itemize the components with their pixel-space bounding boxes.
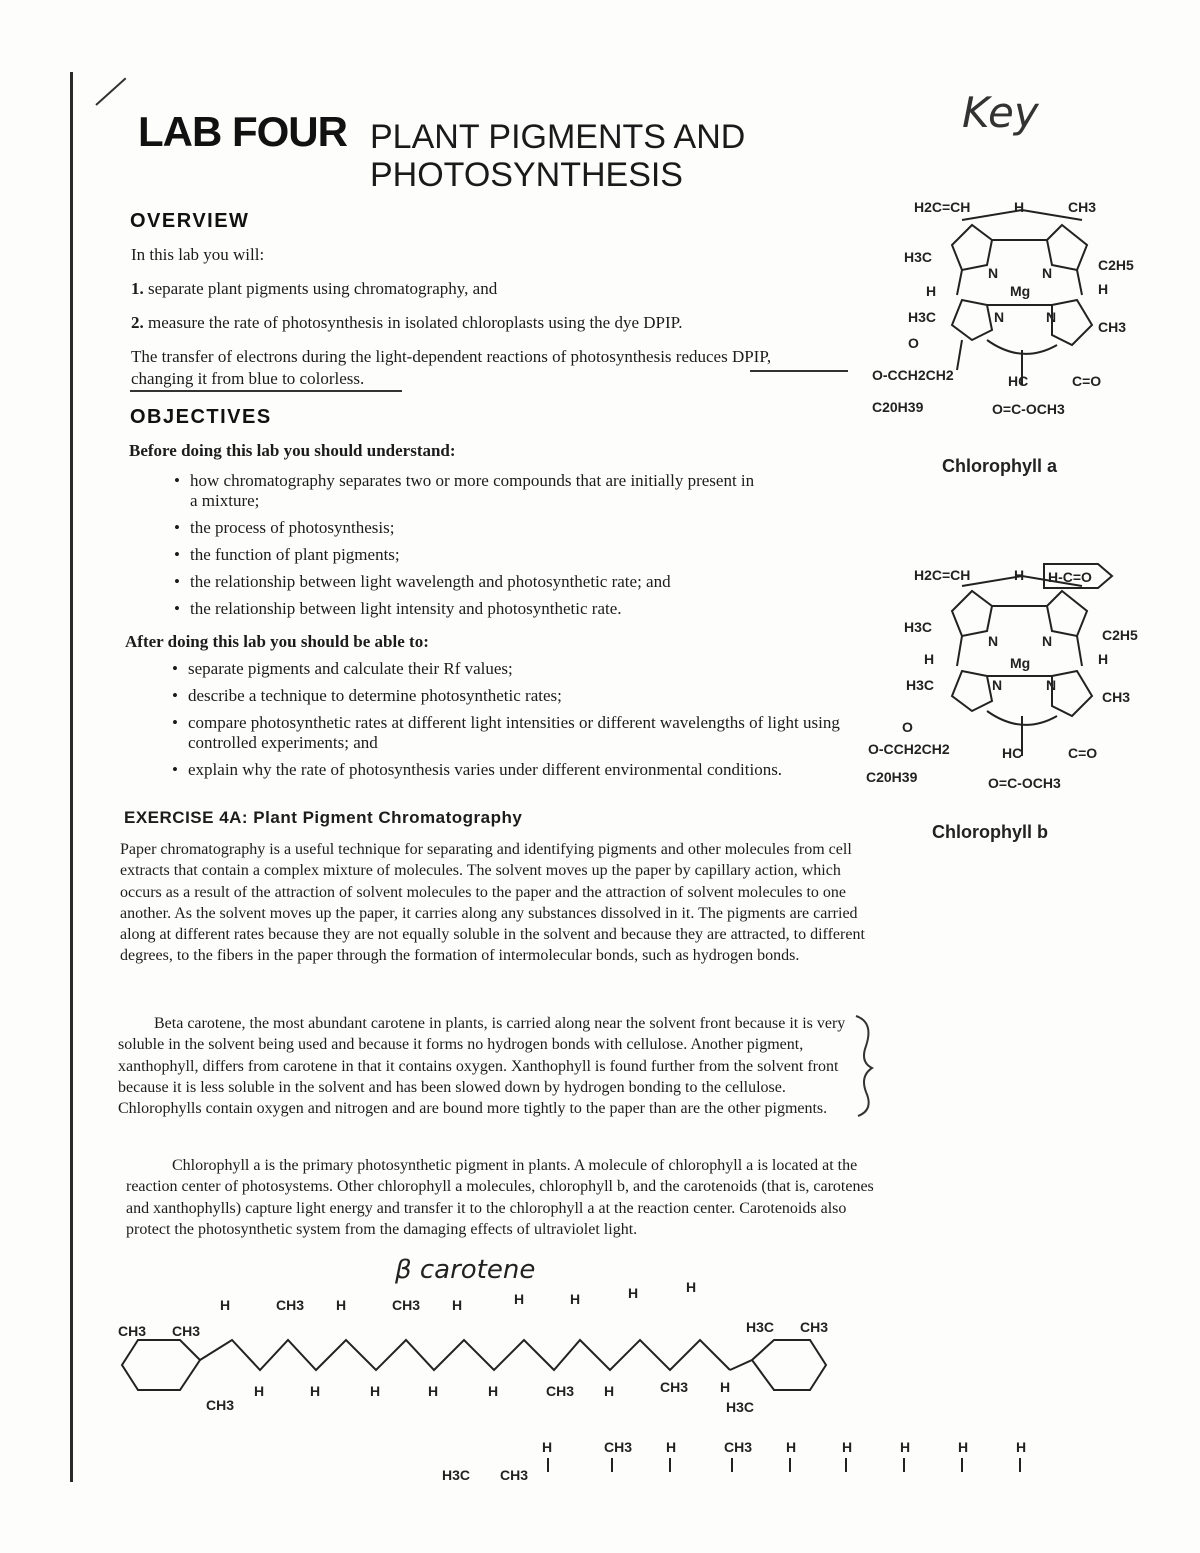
pen-underline [130, 390, 402, 392]
page-title [370, 118, 745, 194]
chlorophyll-b-structure [862, 556, 1182, 796]
h-label: H [900, 1439, 911, 1455]
n-label: N [992, 677, 1003, 693]
list-item: • separate pigments and calculate their Rf values; [170, 659, 870, 679]
o-label: O [908, 335, 919, 351]
n-label: N [988, 633, 999, 649]
h-label: H [220, 1297, 231, 1313]
handwritten-key-note: Key [962, 88, 1039, 137]
ch3-label: CH3 [1098, 319, 1127, 335]
methyl-label: H3C [442, 1467, 471, 1483]
n-label: N [1046, 677, 1057, 693]
hc-label: HC [1002, 745, 1023, 761]
och3-label: O=C-OCH3 [988, 775, 1061, 791]
methyl-label: H3C [726, 1399, 755, 1415]
n-label: N [988, 265, 999, 281]
exercise-paragraph-1: Paper chromatography is a useful technique for separating and identifying pigments and other molecules from cell extracts that contain a complex mixture of molecules. The solvent moves up the paper by capillary action, which occurs as a result of the attraction of solvent molecules to the paper and the attraction of solvent molecules to one another. As the solvent moves up the paper, it carries along any substances dissolved in it. The pigments are carried along at different rates because they are not equally soluble in the solvent and because they are attracted, to different degrees, to the fibers in the paper through the formation of intermolecular bonds, such as hydrogen bonds. [120, 841, 865, 965]
chlorophyll-b-caption: Chlorophyll b [932, 822, 1048, 842]
before-list [172, 471, 762, 626]
methyl-label: CH3 [276, 1297, 305, 1313]
methyl-label: CH3 [800, 1319, 829, 1335]
title-line-2: PHOTOSYNTHESIS [370, 156, 683, 194]
methyl-label: CH3 [546, 1383, 575, 1399]
pen-underline [750, 370, 848, 372]
overview-note [131, 346, 871, 390]
after-list [170, 659, 870, 787]
h-label: H [924, 651, 935, 667]
overview-item-text: measure the rate of photosynthesis in isolated chloroplasts using the dye DPIP. [148, 313, 683, 332]
mg-label: Mg [1010, 283, 1031, 299]
methyl-label: CH3 [604, 1439, 633, 1455]
methyl-label: CH3 [660, 1379, 689, 1395]
phytyl-label: C20H39 [866, 769, 918, 785]
beta-carotene-structure [110, 1280, 850, 1420]
chlorophyll-a-caption: Chlorophyll a [942, 456, 1058, 476]
lab-number-heading: LAB FOUR [138, 108, 347, 155]
overview-item-1 [131, 278, 497, 300]
overview-note-line-1: The transfer of electrons during the light-dependent reactions of photosynthesis reduces DPIP, [131, 347, 772, 366]
list-item: • the relationship between light intensity and photosynthetic rate. [172, 599, 762, 619]
mg-label: Mg [1010, 655, 1031, 671]
list-item: • the process of photosynthesis; [172, 518, 762, 538]
margin-brace-mark [852, 1010, 882, 1120]
title-line-1: PLANT PIGMENTS AND [370, 118, 746, 156]
h-label: H [370, 1383, 381, 1399]
aldehyde-label: H-C=O [1048, 569, 1092, 585]
h-label: H [452, 1297, 463, 1313]
list-item: • describe a technique to determine photosynthetic rates; [170, 686, 870, 706]
ester-label: O-CCH2CH2 [872, 367, 954, 383]
h-label: H [786, 1439, 797, 1455]
h-label: H [570, 1291, 581, 1307]
vinyl-label: H2C=CH [914, 199, 971, 215]
overview-intro: In this lab you will: [131, 245, 265, 264]
ch3-label: CH3 [1068, 199, 1097, 215]
list-item: • the relationship between light wavelength and photosynthetic rate; and [172, 572, 762, 592]
objectives-heading: OBJECTIVES [130, 406, 272, 428]
phytyl-label: C20H39 [872, 399, 924, 415]
beta-carotene-label: β carotene [395, 1255, 536, 1285]
n-label: N [994, 309, 1005, 325]
list-item: • explain why the rate of photosynthesis varies under different environmental conditions. [170, 760, 870, 780]
h3c-label: H3C [908, 309, 937, 325]
h3c-label: H3C [904, 249, 933, 265]
co-label: C=O [1072, 373, 1102, 389]
overview-heading: OVERVIEW [130, 210, 250, 232]
h-label: H [514, 1291, 525, 1307]
h-label: H [1014, 567, 1025, 583]
overview-note-line-2: changing it from blue to colorless. [131, 369, 365, 388]
list-item: • the function of plant pigments; [172, 545, 762, 565]
h3c-label: H3C [904, 619, 933, 635]
overview-item-number: 1. [131, 279, 144, 298]
h-label: H [542, 1439, 553, 1455]
h-label: H [1014, 199, 1025, 215]
before-heading: Before doing this lab you should understand: [129, 441, 456, 460]
och3-label: O=C-OCH3 [992, 401, 1065, 417]
h-label: H [720, 1379, 731, 1395]
methyl-label: CH3 [724, 1439, 753, 1455]
h-label: H [628, 1285, 639, 1301]
h-label: H [488, 1383, 499, 1399]
ester-label: O-CCH2CH2 [868, 741, 950, 757]
xanthophyll-structure-partial [440, 1436, 1160, 1486]
h-label: H [958, 1439, 969, 1455]
h-label: H [336, 1297, 347, 1313]
h-label: H [254, 1383, 265, 1399]
pen-slash-mark [95, 77, 126, 105]
page-margin-line [70, 72, 73, 1482]
ch3-label: CH3 [1102, 689, 1131, 705]
h-label: H [604, 1383, 615, 1399]
h-label: H [842, 1439, 853, 1455]
chlorophyll-a-structure [862, 190, 1182, 420]
methyl-label: H3C [746, 1319, 775, 1335]
h-label: H [926, 283, 937, 299]
h-label: H [310, 1383, 321, 1399]
exercise-title: EXERCISE 4A: Plant Pigment Chromatography [124, 808, 523, 827]
h-label: H [1098, 651, 1109, 667]
methyl-label: CH3 [118, 1323, 147, 1339]
o-label: O [902, 719, 913, 735]
n-label: N [1042, 265, 1053, 281]
h-label: H [666, 1439, 677, 1455]
list-item: • compare photosynthetic rates at different light intensities or different wavelengths of light using controlled experiments; and [170, 713, 870, 753]
h-label: H [428, 1383, 439, 1399]
list-item: • how chromatography separates two or more compounds that are initially present in a mixture; [172, 471, 762, 511]
overview-item-2 [131, 312, 682, 334]
exercise-paragraph-3: Chlorophyll a is the primary photosynthetic pigment in plants. A molecule of chlorophyll a is located at the reaction center of photosystems. Other chlorophyll a molecules, chlorophyll b, and the carotenoids (that is, carotenes and xanthophylls) capture light energy and transfer it to the chlorophyll a at the reaction center. Carotenoids also protect the photosynthetic system from the damaging effects of ultraviolet light. [126, 1157, 874, 1238]
h-label: H [1016, 1439, 1027, 1455]
overview-item-number: 2. [131, 313, 144, 332]
methyl-label: CH3 [392, 1297, 421, 1313]
overview-item-text: separate plant pigments using chromatography, and [148, 279, 498, 298]
after-heading: After doing this lab you should be able to: [125, 632, 429, 651]
methyl-label: CH3 [172, 1323, 201, 1339]
c2h5-label: C2H5 [1098, 257, 1134, 273]
methyl-label: CH3 [206, 1397, 235, 1413]
methyl-label: CH3 [500, 1467, 529, 1483]
vinyl-label: H2C=CH [914, 567, 971, 583]
h3c-label: H3C [906, 677, 935, 693]
h-label: H [1098, 281, 1109, 297]
h-label: H [686, 1280, 697, 1295]
n-label: N [1042, 633, 1053, 649]
c2h5-label: C2H5 [1102, 627, 1138, 643]
exercise-paragraph-2: Beta carotene, the most abundant carotene in plants, is carried along near the solvent front because it is very soluble in the solvent being used and because it forms no hydrogen bonds with cellulose. Another pigment, xanthophyll, differs from carotene in that it contains oxygen. Xanthophyll is found further from the solvent front because it is less soluble in the solvent and has been slowed down by hydrogen bonding to the cellulose. Chlorophylls contain oxygen and nitrogen and are bound more tightly to the paper than are the other pigments. [118, 1015, 846, 1118]
co-label: C=O [1068, 745, 1098, 761]
hc-label: HC [1008, 373, 1029, 389]
n-label: N [1046, 309, 1057, 325]
